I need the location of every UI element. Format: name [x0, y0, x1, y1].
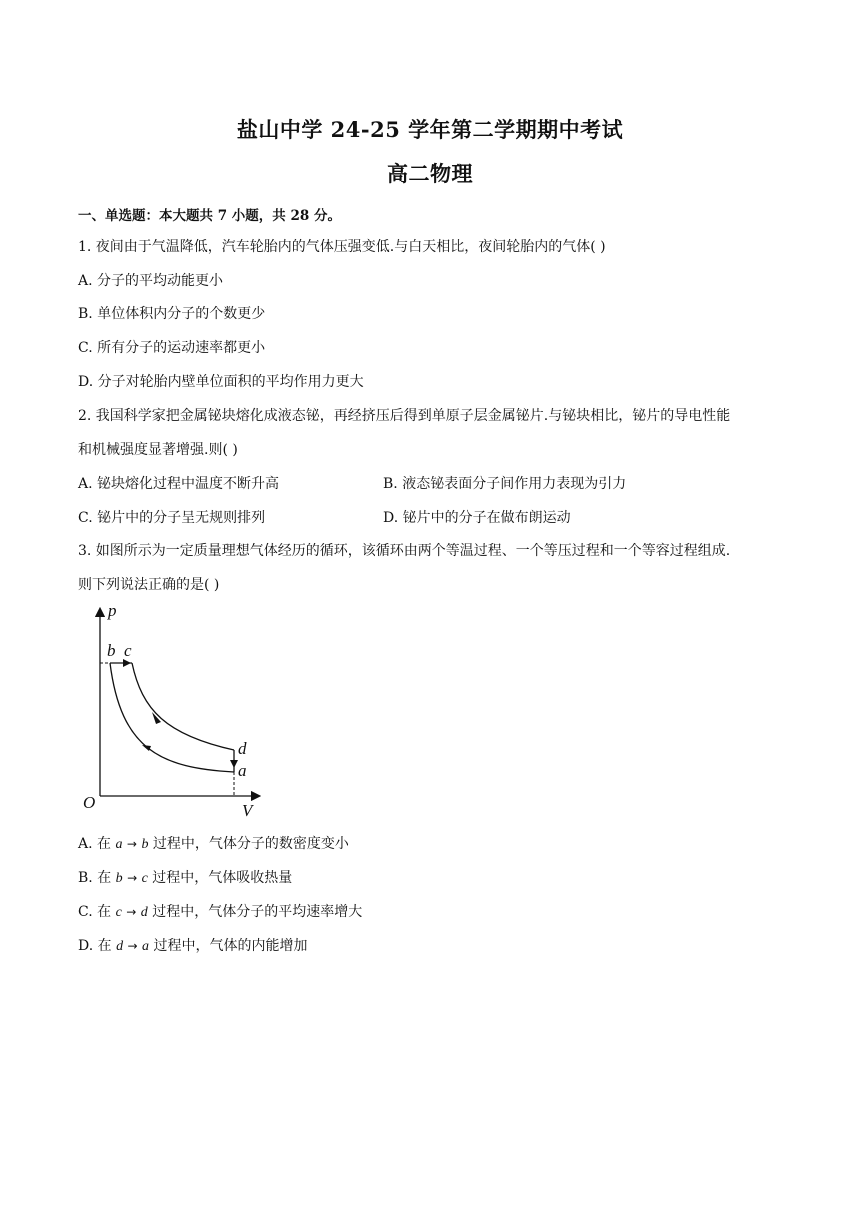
q2-option-d: D. 铋片中的分子在做布朗运动	[383, 510, 571, 526]
label-point-b: b	[107, 641, 116, 660]
pv-cycle-diagram	[76, 600, 266, 822]
question-3-stem-line2: 则下列说法正确的是( )	[78, 577, 220, 593]
arrow-d-to-a	[230, 760, 238, 768]
q3-option-d: D. 在 d → a 过程中，气体的内能增加	[78, 938, 308, 954]
arrow-b-to-c	[123, 659, 131, 667]
question-1-stem: 1. 夜间由于气温降低，汽车轮胎内的气体压强变低.与白天相比，夜间轮胎内的气体( )	[78, 239, 606, 255]
subject-title: 高二物理	[387, 161, 473, 186]
q2-option-a: A. 铋块熔化过程中温度不断升高	[78, 476, 280, 492]
q2-option-c: C. 铋片中的分子呈无规则排列	[78, 510, 266, 526]
q1-option-b: B. 单位体积内分子的个数更少	[78, 306, 266, 322]
question-3-stem-line1: 3. 如图所示为一定质量理想气体经历的循环，该循环由两个等温过程、一个等压过程和一个等容过程组成.	[78, 543, 731, 559]
label-v-axis: V	[242, 801, 253, 820]
q1-option-a: A. 分子的平均动能更小	[78, 273, 224, 289]
q1-option-d: D. 分子对轮胎内壁单位面积的平均作用力更大	[78, 374, 364, 390]
question-2-stem-line2: 和机械强度显著增强.则( )	[78, 442, 238, 458]
label-origin: O	[83, 793, 96, 812]
q3-option-c: C. 在 c → d 过程中，气体分子的平均速率增大	[78, 904, 363, 920]
question-2-stem-line1: 2. 我国科学家把金属铋块熔化成液态铋，再经挤压后得到单原子层金属铋片.与铋块相比，铋片的导电性能	[78, 408, 731, 424]
exam-title: 盐山中学 24-25 学年第二学期期中考试	[236, 117, 624, 142]
label-point-c: c	[124, 641, 132, 660]
label-p-axis: p	[108, 601, 117, 620]
label-point-d: d	[238, 739, 247, 758]
arrow-icon: →	[127, 871, 138, 885]
q1-option-c: C. 所有分子的运动速率都更小	[78, 340, 266, 356]
arrow-icon: →	[127, 939, 138, 953]
process-c-to-d	[132, 663, 234, 750]
q3-option-b: B. 在 b → c 过程中，气体吸收热量	[78, 870, 293, 886]
process-a-to-b	[110, 663, 234, 772]
arrow-icon: →	[126, 905, 137, 919]
section-heading: 一、单选题：本大题共 7 小题，共 28 分。	[78, 208, 341, 224]
q2-option-b: B. 液态铋表面分子间作用力表现为引力	[383, 476, 627, 492]
q3-option-a: A. 在 a → b 过程中，气体分子的数密度变小	[78, 836, 349, 852]
label-point-a: a	[238, 761, 247, 780]
arrow-icon: →	[126, 837, 137, 851]
